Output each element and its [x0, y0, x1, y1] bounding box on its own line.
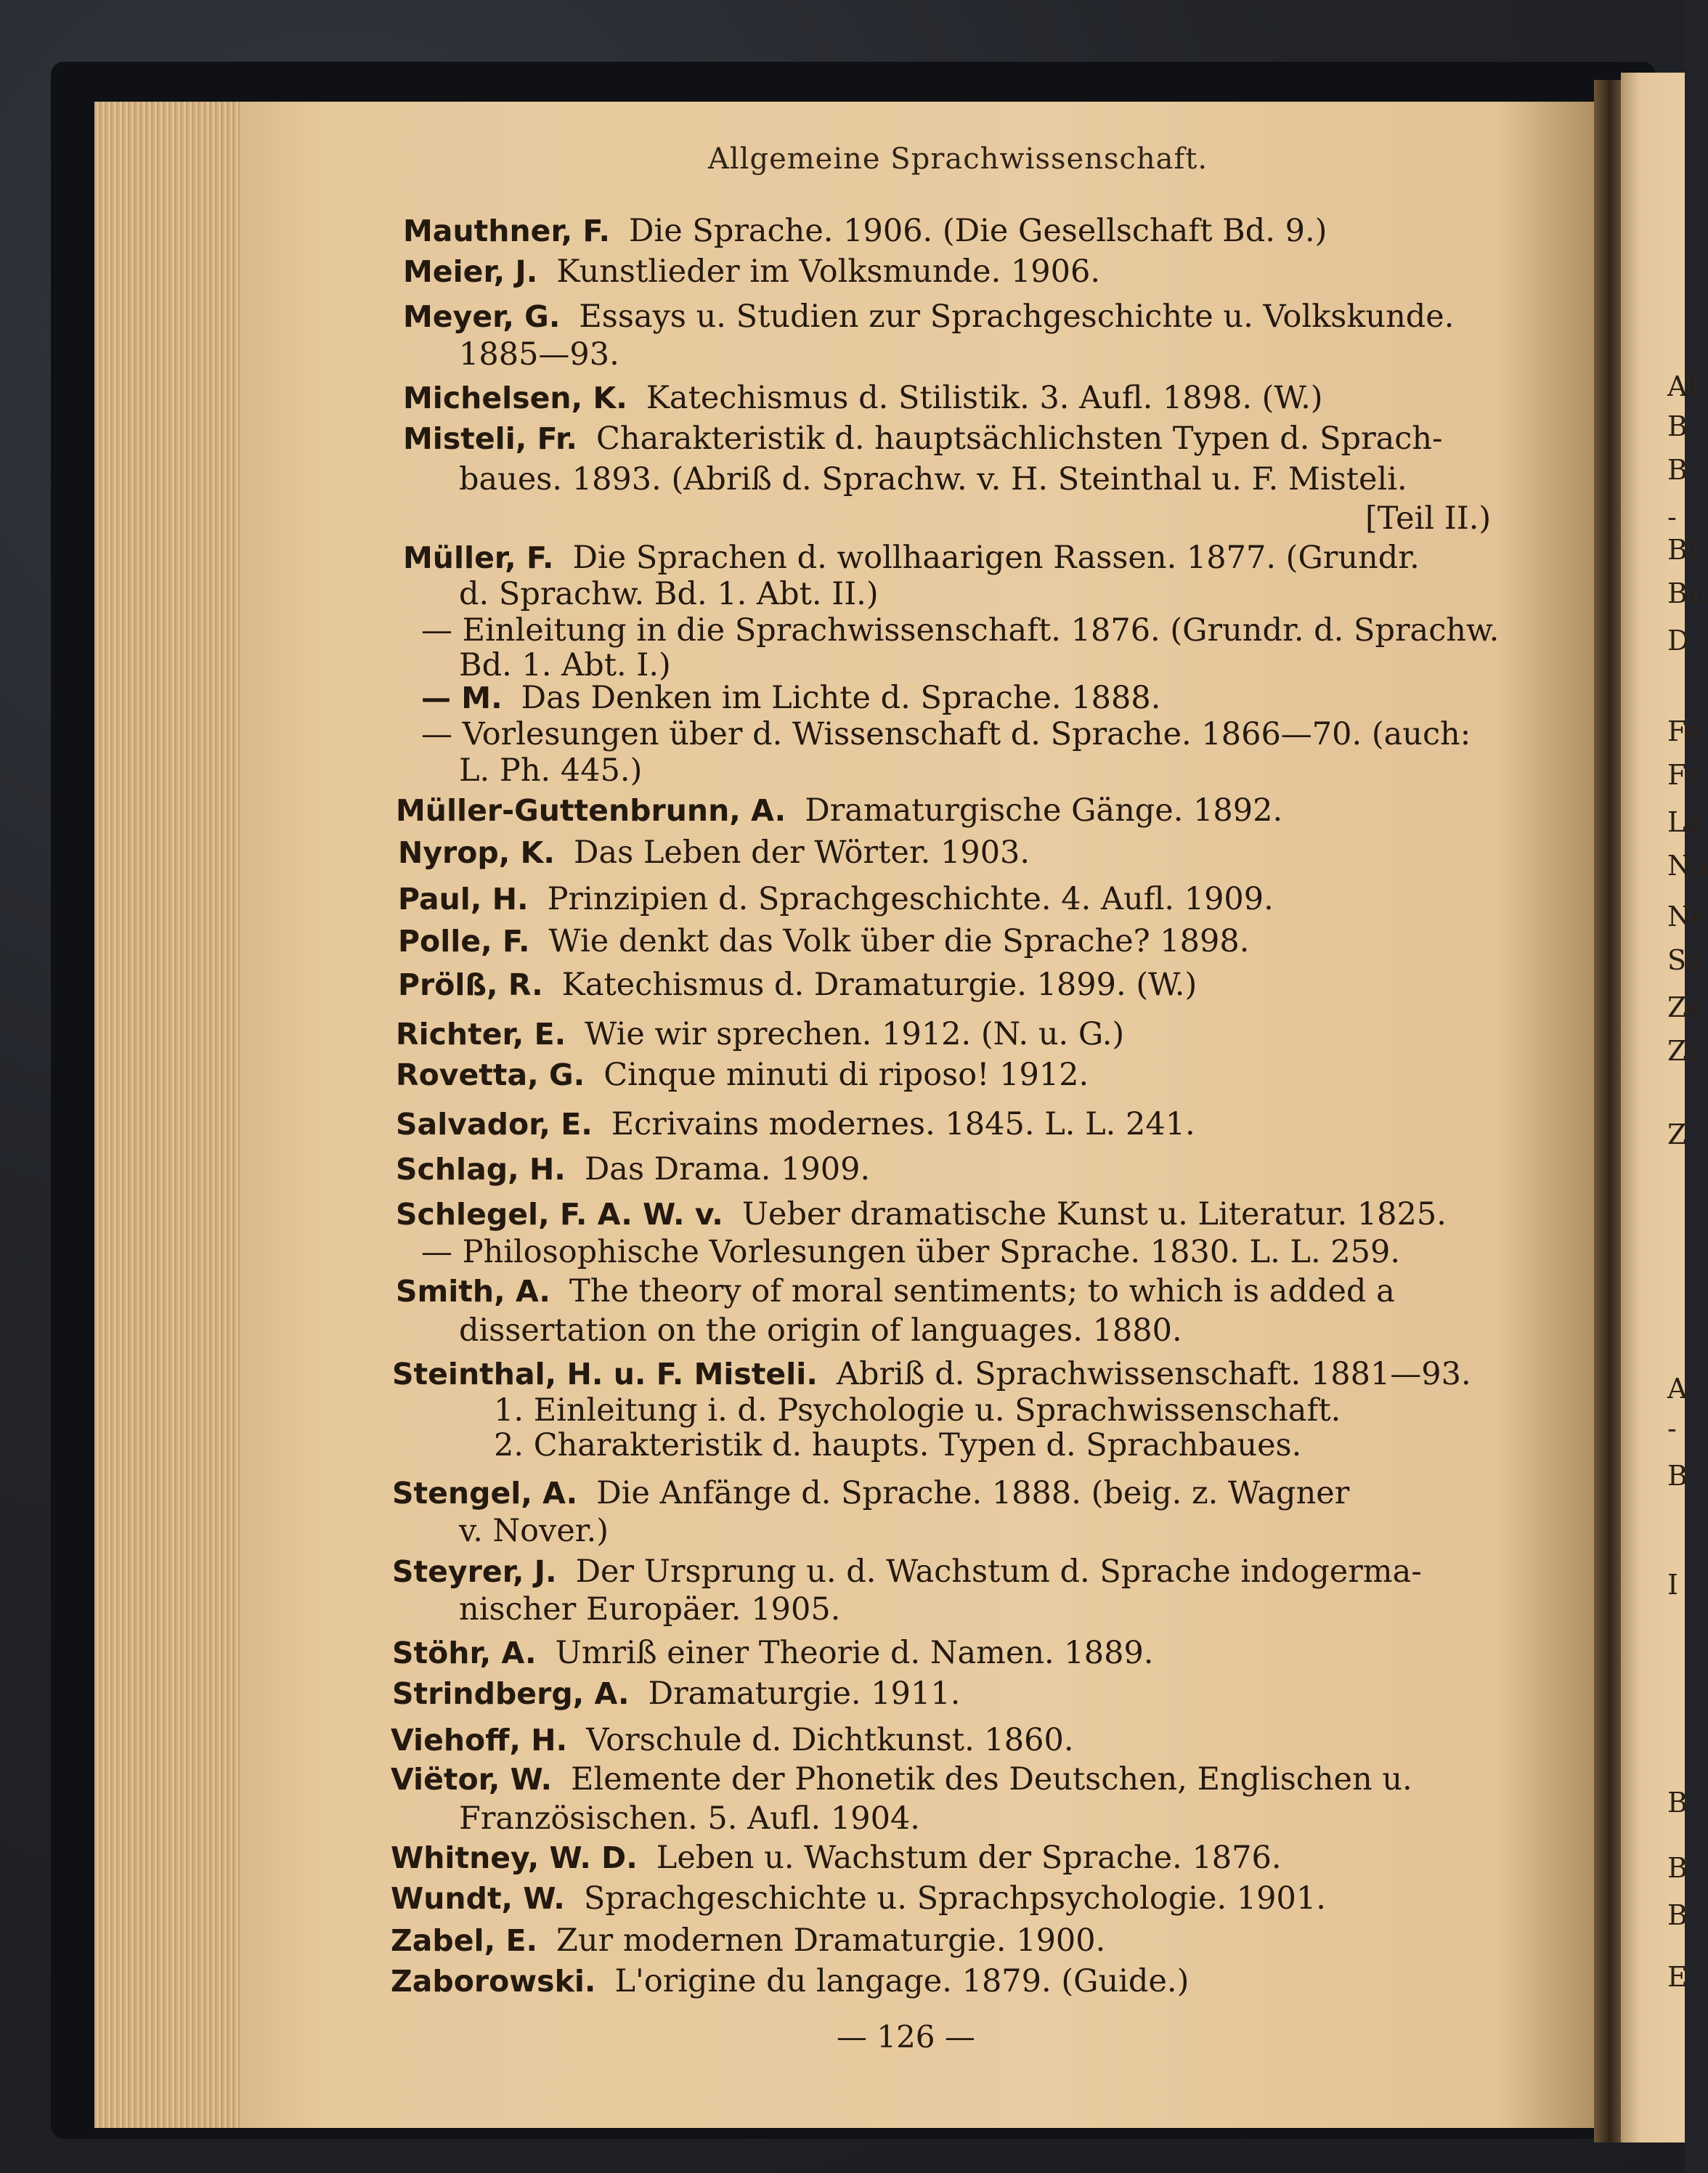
- entry-text: Das Denken im Lichte d. Sprache. 1888.: [521, 680, 1161, 716]
- entry-line: [398, 966, 1197, 1004]
- entry-line: [403, 420, 1443, 458]
- entry-text: Essays u. Studien zur Sprachgeschichte u. Volkskunde.: [579, 298, 1455, 335]
- entry-text: baues. 1893. (Abriß d. Sprachw. v. H. Steinthal u. F. Misteli.: [459, 461, 1407, 497]
- entry-line: [459, 1512, 609, 1550]
- entry-line: [396, 1150, 870, 1188]
- entry-text: L. Ph. 445.): [459, 752, 643, 789]
- entry-text: Vorschule d. Dichtkunst. 1860.: [586, 1722, 1074, 1758]
- entry-line: [396, 1195, 1447, 1233]
- entry-author: Misteli, Fr.: [403, 421, 577, 456]
- entry-line: [459, 1591, 840, 1628]
- entry-line: [396, 792, 1282, 829]
- entry-line: [396, 1015, 1124, 1053]
- entry-line: [403, 539, 1420, 577]
- entry-author: Meier, J.: [403, 254, 538, 289]
- facing-page-letter: Le: [1667, 806, 1702, 838]
- entry-line: [391, 1721, 1074, 1759]
- entry-author: Viehoff, H.: [391, 1723, 568, 1758]
- entry-line: [459, 575, 879, 613]
- entry-text: Französischen. 5. Aufl. 1904.: [459, 1800, 920, 1837]
- entry-line: [392, 1634, 1153, 1672]
- facing-page-letter: Sa: [1667, 944, 1703, 976]
- entry-author: Zabel, E.: [391, 1923, 538, 1958]
- entry-text: L'origine du langage. 1879. (Guide.): [614, 1963, 1190, 1999]
- facing-page-letter: D: [1667, 625, 1690, 657]
- entry-line: [398, 922, 1249, 960]
- entry-author: Polle, F.: [398, 924, 530, 959]
- facing-page-letter: Ze: [1667, 991, 1703, 1023]
- entry-line: [398, 880, 1274, 918]
- entry-text: 1885—93.: [459, 336, 619, 373]
- entry-line: [392, 1553, 1422, 1591]
- entry-author: Nyrop, K.: [398, 835, 555, 870]
- entry-line: [421, 612, 1499, 649]
- facing-page-letter: Fr: [1667, 759, 1700, 791]
- entry-author: Salvador, E.: [396, 1107, 593, 1142]
- entry-author: Whitney, W. D.: [391, 1840, 638, 1875]
- facing-page-letter: -: [1667, 1413, 1677, 1445]
- facing-page-letter: B: [1667, 410, 1688, 442]
- facing-page-letter: E: [1667, 1961, 1688, 1993]
- entry-line: [391, 1760, 1412, 1798]
- entry-author: Strindberg, A.: [392, 1676, 630, 1711]
- entry-author: Viëtor, W.: [391, 1762, 553, 1797]
- entry-text: Cinque minuti di riposo! 1912.: [603, 1057, 1089, 1093]
- entry-text: Ueber dramatische Kunst u. Literatur. 1825.: [741, 1196, 1447, 1232]
- facing-page-letter: I: [1667, 1569, 1679, 1601]
- entry-text: — Philosophische Vorlesungen über Sprache. 1830. L. L. 259.: [421, 1234, 1401, 1270]
- entry-line: [391, 1880, 1326, 1917]
- book-gutter: [1594, 80, 1623, 2142]
- entry-line: [403, 212, 1327, 250]
- entry-text: 2. Charakteristik d. haupts. Typen d. Sprachbaues.: [494, 1427, 1302, 1463]
- facing-page-letter: B: [1667, 1460, 1688, 1492]
- entry-text: — Vorlesungen über d. Wissenschaft d. Sprache. 1866—70. (auch:: [421, 716, 1471, 752]
- entry-text: Leben u. Wachstum der Sprache. 1876.: [656, 1840, 1282, 1876]
- page-edges: [94, 102, 254, 2128]
- entry-text: Katechismus d. Dramaturgie. 1899. (W.): [561, 967, 1197, 1003]
- entry-text: Elemente der Phonetik des Deutschen, Englischen u.: [571, 1761, 1412, 1798]
- entry-text: v. Nover.): [459, 1513, 609, 1549]
- facing-page-letter: Al: [1667, 370, 1696, 402]
- entry-author: Michelsen, K.: [403, 381, 627, 415]
- entry-text: Das Drama. 1909.: [584, 1151, 871, 1187]
- entry-author: Meyer, G.: [403, 299, 561, 334]
- facing-page-letter: B: [1667, 1787, 1688, 1819]
- entry-text: Die Anfänge d. Sprache. 1888. (beig. z. Wagner: [596, 1475, 1350, 1511]
- entry-line: [421, 715, 1471, 753]
- facing-page-letter: Zi: [1667, 1035, 1696, 1067]
- entry-text: [Teil II.): [1365, 500, 1492, 537]
- facing-page-letter: Fe: [1667, 715, 1701, 747]
- facing-page-letter: B: [1667, 1899, 1688, 1931]
- facing-page-letter: A: [1667, 1373, 1688, 1405]
- entry-author: Mauthner, F.: [403, 214, 611, 248]
- entry-author: Stöhr, A.: [392, 1636, 537, 1670]
- entry-line: [392, 1355, 1471, 1393]
- facing-page-letter: Bl: [1667, 534, 1697, 566]
- entry-author: Rovetta, G.: [396, 1057, 585, 1092]
- entry-text: Zur modernen Dramaturgie. 1900.: [556, 1922, 1106, 1959]
- entry-line: [396, 1056, 1089, 1094]
- facing-page-letter: -: [1667, 501, 1677, 533]
- entry-author: Müller, F.: [403, 540, 554, 575]
- entry-line: [459, 752, 642, 789]
- facing-page-letter: Na: [1667, 850, 1708, 882]
- entry-author: Richter, E.: [396, 1017, 566, 1052]
- entry-line: [391, 1922, 1105, 1959]
- entry-line: [1365, 500, 1491, 537]
- entry-line: [494, 1426, 1301, 1464]
- entry-line: [403, 253, 1100, 291]
- facing-page-letter: B: [1667, 454, 1688, 486]
- entry-line: [403, 379, 1323, 417]
- entry-text: Umriß einer Theorie d. Namen. 1889.: [555, 1635, 1154, 1671]
- entry-line: [391, 1962, 1189, 2000]
- running-head: Allgemeine Sprachwissenschaft.: [708, 142, 1208, 176]
- entry-text: Wie denkt das Volk über die Sprache? 1898.: [548, 923, 1250, 959]
- entry-text: Dramaturgie. 1911.: [648, 1676, 961, 1712]
- entry-text: Wie wir sprechen. 1912. (N. u. G.): [585, 1016, 1125, 1052]
- entry-text: nischer Europäer. 1905.: [459, 1591, 841, 1628]
- entry-line: [459, 336, 619, 373]
- entry-author: Schlag, H.: [396, 1152, 566, 1187]
- facing-page-letter: B: [1667, 1852, 1688, 1884]
- entry-text: Dramaturgische Gänge. 1892.: [805, 792, 1283, 829]
- entry-text: dissertation on the origin of languages. 1880.: [459, 1312, 1182, 1349]
- entry-text: 1. Einleitung i. d. Psychologie u. Sprachwissenschaft.: [494, 1392, 1341, 1429]
- entry-line: [459, 460, 1407, 498]
- entry-line: [396, 1272, 1395, 1310]
- entry-author: — M.: [421, 681, 503, 715]
- entry-line: [392, 1675, 960, 1713]
- entry-line: [392, 1474, 1349, 1512]
- entry-author: Prölß, R.: [398, 967, 543, 1002]
- entry-text: Bd. 1. Abt. I.): [459, 647, 671, 683]
- page-number: — 126 —: [837, 2019, 975, 2055]
- entry-line: [403, 298, 1454, 336]
- entry-author: Wundt, W.: [391, 1881, 565, 1916]
- facing-page-letter: Z: [1667, 1118, 1687, 1150]
- entry-text: Ecrivains modernes. 1845. L. L. 241.: [611, 1106, 1195, 1142]
- entry-text: Die Sprache. 1906. (Die Gesellschaft Bd. 9.): [629, 213, 1327, 249]
- entry-line: [459, 1800, 920, 1837]
- entry-author: Müller-Guttenbrunn, A.: [396, 793, 786, 828]
- entry-author: Schlegel, F. A. W. v.: [396, 1197, 723, 1232]
- entry-line: [421, 1233, 1400, 1271]
- entry-text: d. Sprachw. Bd. 1. Abt. II.): [459, 576, 879, 612]
- facing-page-letter: Ne: [1667, 901, 1708, 933]
- entry-text: Der Ursprung u. d. Wachstum d. Sprache indogerma-: [575, 1553, 1422, 1590]
- entry-author: Stengel, A.: [392, 1476, 578, 1511]
- entry-line: [421, 679, 1160, 717]
- entry-text: Prinzipien d. Sprachgeschichte. 4. Aufl. 1909.: [547, 881, 1274, 917]
- entry-text: Die Sprachen d. wollhaarigen Rassen. 1877. (Grundr.: [572, 540, 1420, 576]
- facing-page-letter: Bu: [1667, 577, 1706, 609]
- entry-author: Steinthal, H. u. F. Misteli.: [392, 1357, 818, 1392]
- entry-author: Smith, A.: [396, 1274, 551, 1309]
- entry-text: Abriß d. Sprachwissenschaft. 1881—93.: [836, 1356, 1471, 1392]
- entry-text: The theory of moral sentiments; to which is added a: [569, 1273, 1395, 1309]
- entry-author: Zaborowski.: [391, 1964, 596, 1999]
- entry-line: [396, 1105, 1195, 1143]
- entry-line: [494, 1392, 1341, 1429]
- entry-text: Das Leben der Wörter. 1903.: [573, 834, 1030, 871]
- entry-text: — Einleitung in die Sprachwissenschaft. 1876. (Grundr. d. Sprachw.: [421, 612, 1500, 649]
- entry-author: Steyrer, J.: [392, 1554, 557, 1589]
- entry-line: [391, 1839, 1282, 1877]
- entry-text: Katechismus d. Stilistik. 3. Aufl. 1898. (W.): [646, 380, 1323, 416]
- entry-author: Paul, H.: [398, 882, 529, 917]
- entry-text: Charakteristik d. hauptsächlichsten Typen d. Sprach-: [595, 421, 1443, 457]
- entry-text: Kunstlieder im Volksmunde. 1906.: [556, 253, 1101, 290]
- entry-text: Sprachgeschichte u. Sprachpsychologie. 1901.: [583, 1880, 1326, 1917]
- entry-line: [398, 834, 1030, 872]
- entry-line: [459, 1312, 1182, 1349]
